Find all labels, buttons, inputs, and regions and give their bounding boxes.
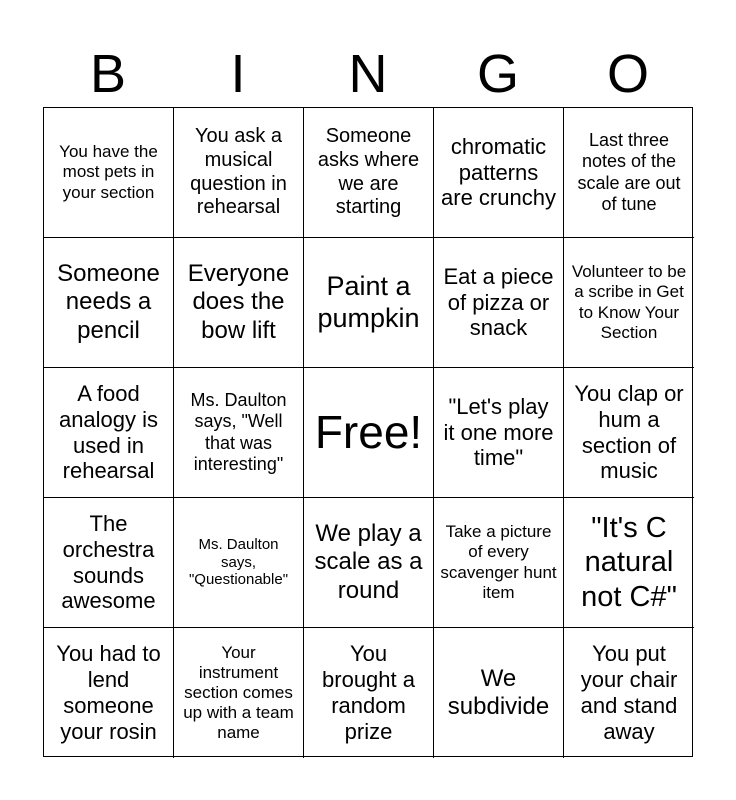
cell-text: "Let's play it one more time" bbox=[443, 393, 554, 471]
bingo-cell-r4-c1[interactable] bbox=[44, 498, 174, 628]
bingo-cell-r4-c4[interactable] bbox=[434, 498, 564, 628]
header-letter-o: O bbox=[606, 44, 649, 104]
cell-text: Last three notes of the scale are out of tune bbox=[577, 130, 681, 214]
bingo-cell-r1-c5[interactable] bbox=[564, 108, 694, 238]
bingo-cell-r5-c1[interactable] bbox=[44, 628, 174, 758]
cell-text: You ask a musical question in rehearsal bbox=[190, 125, 287, 219]
cell-text: "It's C natural not C#" bbox=[581, 512, 677, 613]
cell-text: We play a scale as a round bbox=[314, 520, 423, 604]
bingo-cell-r2-c3[interactable] bbox=[304, 238, 434, 368]
header-letter-n: N bbox=[348, 44, 388, 104]
header-letter-g: G bbox=[476, 44, 519, 104]
cell-text: Someone asks where we are starting bbox=[317, 125, 420, 219]
bingo-header bbox=[43, 40, 693, 108]
cell-text: Volunteer to be a scribe in Get to Know Your Section bbox=[571, 262, 687, 342]
header-letter-i: I bbox=[230, 44, 246, 104]
header-letter-b: B bbox=[89, 44, 127, 104]
cell-text: Eat a piece of pizza or snack bbox=[443, 263, 554, 341]
free-space-text: Free! bbox=[314, 406, 423, 459]
bingo-cell-r3-c5[interactable] bbox=[564, 368, 694, 498]
bingo-cell-r1-c3[interactable] bbox=[304, 108, 434, 238]
cell-text: Ms. Daulton says, "Well that was interesting" bbox=[190, 390, 287, 474]
cell-text: Your instrument section comes up with a team name bbox=[183, 642, 294, 743]
cell-text: You brought a random prize bbox=[322, 641, 415, 744]
bingo-cell-r5-c2[interactable] bbox=[174, 628, 304, 758]
cell-text: Ms. Daulton says, "Questionable" bbox=[188, 535, 289, 589]
bingo-cell-r5-c3[interactable] bbox=[304, 628, 434, 758]
bingo-cell-r4-c5[interactable] bbox=[564, 498, 694, 628]
bingo-cell-r3-c1[interactable] bbox=[44, 368, 174, 498]
cell-text: Everyone does the bow lift bbox=[187, 260, 290, 344]
bingo-cell-r2-c5[interactable] bbox=[564, 238, 694, 368]
bingo-cell-r2-c4[interactable] bbox=[434, 238, 564, 368]
cell-text: We subdivide bbox=[447, 664, 550, 720]
cell-text: You put your chair and stand away bbox=[580, 641, 678, 744]
cell-text: Someone needs a pencil bbox=[57, 260, 160, 344]
bingo-cell-r4-c2[interactable] bbox=[174, 498, 304, 628]
cell-text: You have the most pets in your section bbox=[59, 142, 158, 202]
bingo-cell-r2-c1[interactable] bbox=[44, 238, 174, 368]
cell-text: Take a picture of every scavenger hunt item bbox=[440, 522, 557, 602]
bingo-cell-r3-c4[interactable] bbox=[434, 368, 564, 498]
cell-text: The orchestra sounds awesome bbox=[61, 510, 156, 614]
bingo-cell-r1-c1[interactable] bbox=[44, 108, 174, 238]
cell-text: chromatic patterns are crunchy bbox=[441, 133, 556, 211]
bingo-card-grid bbox=[43, 107, 693, 757]
cell-text: You had to lend someone your rosin bbox=[56, 641, 161, 744]
cell-text: You clap or hum a section of music bbox=[574, 380, 684, 484]
cell-text: A food analogy is used in rehearsal bbox=[58, 380, 159, 484]
cell-text: Paint a pumpkin bbox=[317, 270, 420, 333]
bingo-cell-r2-c2[interactable] bbox=[174, 238, 304, 368]
bingo-free-space[interactable] bbox=[304, 368, 434, 498]
bingo-cell-r5-c4[interactable] bbox=[434, 628, 564, 758]
bingo-cell-r3-c2[interactable] bbox=[174, 368, 304, 498]
bingo-cell-r5-c5[interactable] bbox=[564, 628, 694, 758]
bingo-cell-r4-c3[interactable] bbox=[304, 498, 434, 628]
bingo-cell-r1-c2[interactable] bbox=[174, 108, 304, 238]
bingo-cell-r1-c4[interactable] bbox=[434, 108, 564, 238]
